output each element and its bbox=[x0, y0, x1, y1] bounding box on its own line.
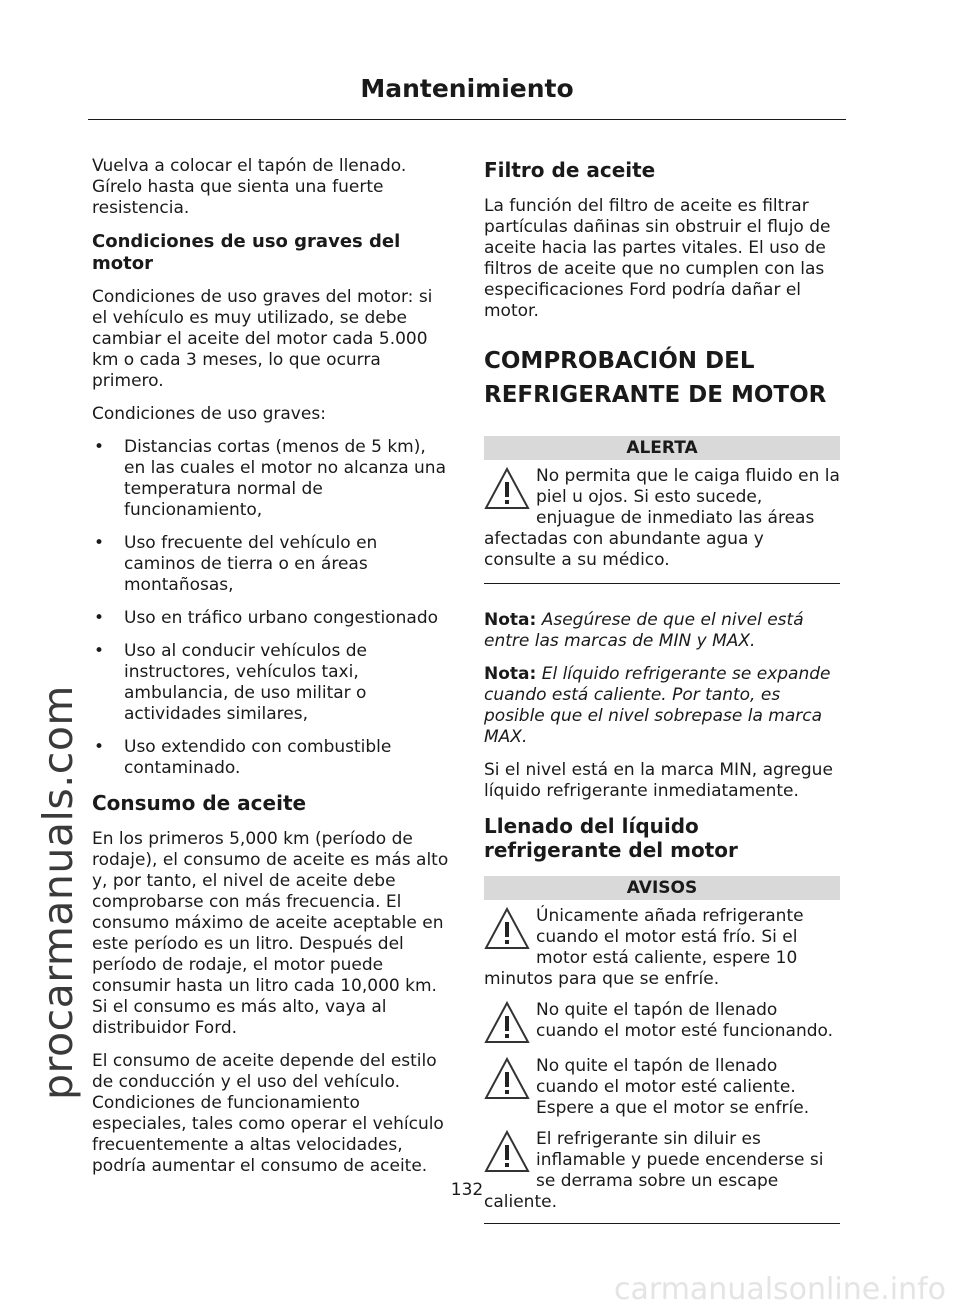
list-item: • Uso frecuente del vehículo en caminos de tierra o en áreas montañosas, bbox=[92, 533, 450, 596]
warning-item bbox=[484, 466, 840, 571]
warning-triangle-icon bbox=[484, 1056, 530, 1102]
warning-text: El refrigerante sin diluir es inflamable y puede encenderse si se derrama sobre un escape caliente. bbox=[484, 1129, 824, 1212]
warning-triangle-icon bbox=[484, 1129, 530, 1175]
warning-text: No quite el tapón de llenado cuando el motor esté funcionando. bbox=[536, 1000, 834, 1041]
note bbox=[484, 664, 840, 748]
header-divider bbox=[88, 119, 846, 120]
page-number: 132 bbox=[450, 1180, 484, 1200]
warning-item bbox=[484, 1000, 840, 1046]
paragraph: La función del filtro de aceite es filtrar partículas dañinas sin obstruir el flujo de aceite hacia las partes vitales. El uso de filtros de aceite que no cumplen con las especificaciones Ford podría dañar el motor. bbox=[484, 196, 831, 321]
note bbox=[484, 610, 840, 652]
paragraph: Condiciones de uso graves del motor: si el vehículo es muy utilizado, se debe cambiar el aceite del motor cada 5.000 km o cada 3 meses, lo que ocurra primero. bbox=[92, 287, 433, 391]
warning-triangle-icon bbox=[484, 906, 530, 952]
alert-heading: ALERTA bbox=[484, 436, 840, 460]
section-title: COMPROBACIÓN DEL REFRIGERANTE DE MOTOR bbox=[484, 348, 827, 408]
list-item: • Distancias cortas (menos de 5 km), en las cuales el motor no alcanza una temperatura normal de funcionamiento, bbox=[92, 437, 450, 521]
note-text: Asegúrese de que el nivel está entre las marcas de MIN y MAX. bbox=[484, 610, 804, 651]
watermark-side: procarmanuals.com bbox=[34, 685, 82, 1100]
note-label: Nota: bbox=[484, 664, 537, 684]
list-item: • Uso extendido con combustible contaminado. bbox=[92, 737, 450, 779]
warning-divider bbox=[484, 1223, 840, 1224]
warning-text: Únicamente añada refrigerante cuando el motor está frío. Si el motor está caliente, espere 10 minutos para que se enfríe. bbox=[484, 906, 804, 989]
paragraph: Condiciones de uso graves: bbox=[92, 404, 326, 424]
note-label: Nota: bbox=[484, 610, 537, 630]
subheading: Filtro de aceite bbox=[484, 158, 656, 182]
warning-triangle-icon bbox=[484, 466, 530, 512]
bullet-list bbox=[92, 437, 450, 779]
left-column bbox=[92, 156, 450, 1189]
watermark-bottom: carmanualsonline.info bbox=[614, 1272, 946, 1307]
warning-item bbox=[484, 906, 840, 990]
subheading: Llenado del líquido refrigerante del motor bbox=[484, 814, 738, 862]
warning-text: No permita que le caiga fluido en la piel u ojos. Si esto sucede, enjuague de inmediato las áreas afectadas con abundante agua y consulte a su médico. bbox=[484, 466, 840, 570]
page-title: Mantenimiento bbox=[360, 74, 574, 103]
subheading: Condiciones de uso graves del motor bbox=[92, 231, 401, 274]
list-item: • Uso al conducir vehículos de instructores, vehículos taxi, ambulancia, de uso militar o actividades similares, bbox=[92, 641, 450, 725]
list-item: • Uso en tráfico urbano congestionado bbox=[92, 608, 450, 629]
warning-text: No quite el tapón de llenado cuando el motor esté caliente. Espere a que el motor se enfríe. bbox=[536, 1056, 810, 1118]
warning-item bbox=[484, 1129, 840, 1213]
avisos-heading: AVISOS bbox=[484, 876, 840, 900]
paragraph: Si el nivel está en la marca MIN, agregue líquido refrigerante inmediatamente. bbox=[484, 760, 833, 801]
subheading: Consumo de aceite bbox=[92, 791, 307, 815]
right-column bbox=[484, 156, 840, 1250]
warning-triangle-icon bbox=[484, 1000, 530, 1046]
warning-divider bbox=[484, 583, 840, 584]
paragraph: Vuelva a colocar el tapón de llenado. Gírelo hasta que sienta una fuerte resistencia. bbox=[92, 156, 407, 218]
note-text: El líquido refrigerante se expande cuando está caliente. Por tanto, es posible que el nivel sobrepase la marca MAX. bbox=[484, 664, 831, 747]
warning-item bbox=[484, 1056, 840, 1119]
paragraph: El consumo de aceite depende del estilo de conducción y el uso del vehículo. Condiciones de funcionamiento especiales, tales como operar el vehículo frecuentemente a altas velocidades, podría aumentar el consumo de aceite. bbox=[92, 1051, 444, 1176]
paragraph: En los primeros 5,000 km (período de rodaje), el consumo de aceite es más alto y, por tanto, el nivel de aceite debe comprobarse con más frecuencia. El consumo máximo de aceite aceptable en este período es un litro. Después del período de rodaje, el motor puede consumir hasta un litro cada 10,000 km. Si el consumo es más alto, vaya al distribuidor Ford. bbox=[92, 829, 449, 1038]
